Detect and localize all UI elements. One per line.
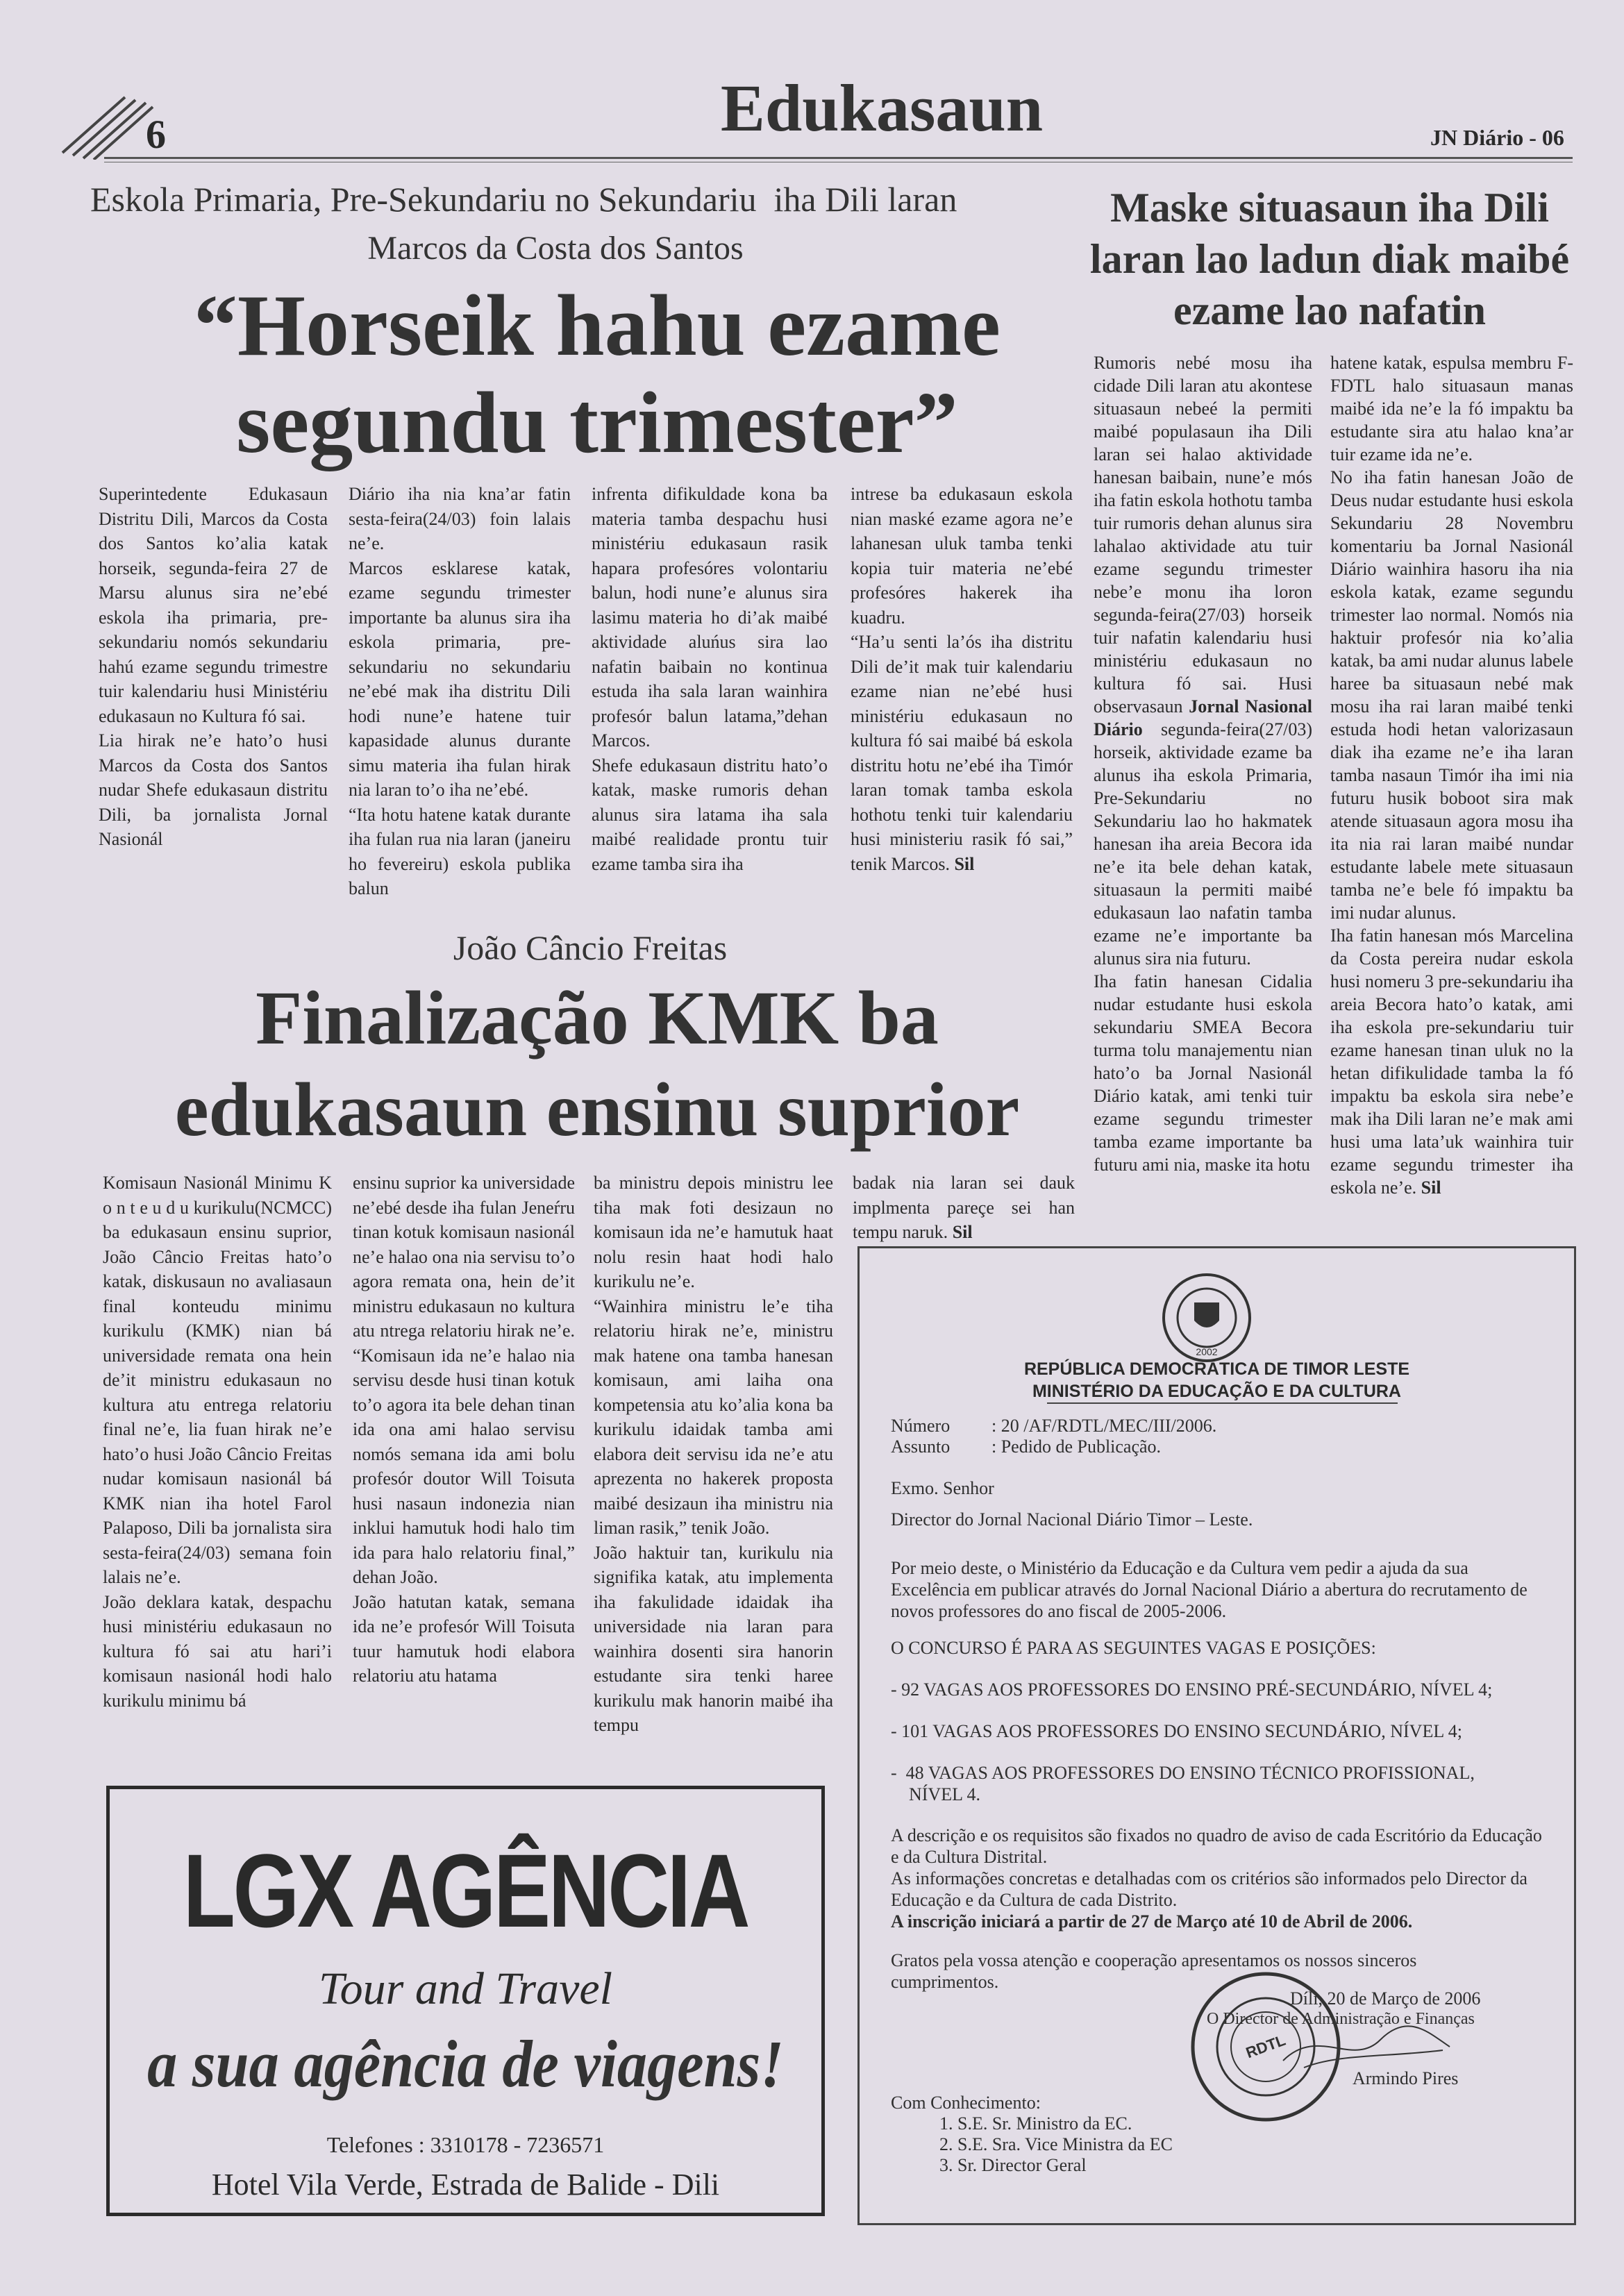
travel-ad-box (106, 1786, 825, 2216)
letter-ministry: MINISTÉRIO DA EDUCAÇÃO E DA CULTURA (1032, 1382, 1401, 1401)
cc-item-1: 1. S.E. Sr. Ministro da EC. (939, 2113, 1132, 2134)
assunto-value: : Pedido de Publicação. (991, 1436, 1162, 1457)
article3-column-1 (1094, 351, 1312, 1176)
page-corner-stripes (56, 83, 160, 160)
cc-item-2: 2. S.E. Sra. Vice Ministra da EC (939, 2134, 1173, 2154)
article2-column-2: ensinu suprior ka universidade ne’ebé desde iha fulan Jeneŕru tinan kotuk komisaun nasionál ne’e halao ona nia servisu to’o agora remata ona, hein de’it ministru edukasaun no kultura atu ntrega relatoriu hirak ne’e. “Komisaun ida ne’e halao nia servisu desde husi tinan kotuk to’o agora ita bele dehan tinan ida ona ami halao servisu nomós semana ida ami bolu profesór doutor Will Toisuta husi nasaun indonezia nian inklui hamutuk hodi halo tim ida para halo relatoriu final,” dehan João. João hatutan katak, semana ida ne’e profesór Will Toisuta tuur hamutuk hodi elabora relatoriu atu hatama (353, 1173, 575, 1686)
letter-recipient: Director do Jornal Nacional Diário Timor – Leste. (891, 1509, 1253, 1530)
official-stamp-icon (1186, 1967, 1346, 2127)
article2-signoff: Sil (952, 1222, 973, 1242)
article2-col4-text: badak nia laran sei dauk implmenta pareçe sei han tempu naruk. (853, 1173, 1075, 1242)
article1-signoff: Sil (954, 853, 975, 874)
article2-headline: Finalização KMK ba edukasaun ensinu suprior (174, 975, 1020, 1152)
ad-agency-name: LGX AGÊNCIA (183, 1832, 748, 1949)
ad-tagline: Tour and Travel (318, 1963, 612, 2014)
page-header (49, 69, 1576, 167)
article1-column-3: infrenta difikuldade kona ba materia tamba despachu husi ministériu edukasaun rasik hapara profesóres volontariu balun, hodi nune’e alunus sira lasimu materia ho di’ak maibé aktividade aluńus sira lao nafatin baibain no kontinua estuda iha sala laran wainhira profesór balun latama,”dehan Marcos. Shefe edukasaun distritu hato’o katak, maske rumoris dehan alunus sira latama iha sala maibé realidade prontu tuir ezame tamba sira iha (592, 484, 828, 874)
concurso-title: O CONCURSO É PARA AS SEGUINTES VAGAS E POSIÇÕES: (891, 1638, 1376, 1658)
letter-inscricao: A inscrição iniciará a partir de 27 de Março até 10 de Abril de 2006. (891, 1911, 1413, 1932)
article1-column-4 (851, 482, 1073, 876)
vaga-1: - 92 VAGAS AOS PROFESSORES DO ENSINO PRÉ-SECUNDÁRIO, NÍVEL 4; (891, 1679, 1493, 1700)
paper-issue: JN Diário - 06 (1430, 125, 1564, 150)
letter-republic: REPÚBLICA DEMOCRÁTICA DE TIMOR LESTE (1023, 1359, 1410, 1379)
article1-kicker: Eskola Primaria, Pre-Sekundariu no Sekundariu iha Dili laran (90, 180, 957, 219)
article1-headline: “Horseik hahu ezame segundu trimester” (194, 278, 1001, 471)
letter-salutation: Exmo. Senhor (891, 1478, 994, 1498)
article3-col1-text: Rumoris nebé mosu iha cidade Dili laran atu akontese situasaun nebeé la permiti maibé populasaun iha Dili laran sei halao aktividade hanesan baibain, nune’e mós iha fatin eskola hothotu tamba tuir rumoris dehan alunus sira lahalao aktividade atu tuir ezame segundu trimester nebe’e monu iha loron segunda-feira(27/03) horseik tuir nafatin kalendariu husi ministériu edukasaun no kultura fó sai. Husi observasaun (1094, 353, 1312, 717)
letter-ministry-rule (1047, 1402, 1398, 1404)
page-number: 6 (146, 112, 166, 157)
cc-title: Com Conhecimento: (891, 2093, 1041, 2113)
article1-column-1: Superintedente Edukasaun Distritu Dili, Marcos da Costa dos Santos ko’alia katak horseik, segunda-feira 27 de Marsu alunus sira ne’ebé eskola iha primaria, pre-sekundariu nomós sekundariu hahú ezame segundu trimestre tuir kalendariu husi Ministériu edukasaun no Kultura fó sai. Lia hirak ne’e hato’o husi Marcos da Costa dos Santos nudar Shefe edukasaun distritu Dili, ba jornalista Jornal Nasionál (99, 484, 328, 849)
official-letter (857, 1246, 1576, 2225)
stamp-inner-text: RDTL (1243, 2031, 1288, 2062)
article1-column-2: Diário iha nia kna’ar fatin sesta-feira(24/03) foin lalais ne’e. Marcos esklarese katak, ezame segundu trimester importante ba alunus sira iha eskola primaria, pre-sekundariu no sekundariu ne’ebé mak iha distritu Dili hodi nune’e hatene tuir kapasidade alunus durante simu materia iha fulan hirak nia laran to’o iha ne’ebé. “Ita hotu hatene katak durante iha fulan rua nia laran (janeiru ho fevereiru) eskola publika balun (349, 484, 571, 898)
numero-label: Número (891, 1416, 951, 1436)
article1-byline: Marcos da Costa dos Santos (367, 230, 744, 267)
article3-column-2 (1330, 351, 1573, 1199)
ad-slogan: a sua agência de viagens! (147, 2027, 784, 2101)
ad-phones: Telefones : 3310178 - 7236571 (326, 2132, 605, 2157)
article2-column-3: ba ministru depois ministru lee tiha mak foti desizaun no komisaun ida ne’e hamutuk haat nolu resin haat hodi halo kurikulu ne’e. “Wainhira ministru le’e tiha relatoriu hirak ne’e, ministru mak hatene ona tamba hanesan komisaun, ami laiha ona kompetensia atu ko’alia kona ba kurikulu idaidak tamba ami elabora deit servisu ida ne’e atu aprezenta no hakerek proposta maibé desizaun iha ministru nia liman rasik,” tenik João. João haktuir tan, kurikulu nia signifika katak, atu implementa iha fakulidade idaidak iha universidade nia laran para wainhira dosenti sira hanorin estudante sira tenki haree kurikulu mak hanorin maibé iha tempu (594, 1173, 833, 1735)
letter-closing: Gratos pela vossa atenção e cooperação apresentamos os nossos sinceros cumprimentos. (891, 1950, 1417, 1992)
header-rule (104, 157, 1573, 159)
letter-body1: Por meio deste, o Ministério da Educação e da Cultura vem pedir a ajuda da sua Excelência em publicar através do Jornal Nacional Diário a abertura do recrutamento de novos professores do ano fiscal de 2005-2006. (891, 1558, 1527, 1621)
article1-col4-text: intrese ba edukasaun eskola nian maské ezame agora ne’e lahanesan uluk tamba tenki kopia tuir materia ne’ebé profesóres hakerek iha kuadru. “Ha’u senti la’ós iha distritu Dili de’it mak tuir kalendariu ezame nian ne’ebé husi ministériu edukasaun no kultura fó sai maibé bá eskola distritu hotu ne’ebé iha Timór laran tomak tamba eskola hothotu tenki tuir kalendariu husi ministeriu rasik fó sai,” tenik Marcos. (851, 484, 1073, 874)
section-title: Edukasaun (720, 71, 1044, 145)
article3-headline: Maske situasaun iha Dili laran lao ladun diak maibé ezame lao nafatin (1089, 185, 1570, 333)
article3-col1-rest: segunda-feira(27/03) horseik, aktividade ezame ba alunus iha eskola Primaria, Pre-Sekundariu no Sekundariu lao ho hakmatek hanesan iha areia Becora ida ne’e ita bele dehan katak, situasaun la permiti maibé edukasaun lao nafatin tamba ezame ne’e importante ba alunus sira nia futuru. Iha fatin hanesan Cidalia nudar estudante husi eskola sekundariu SMEA Becora turma tolu manajementu nian hato’o ba Jornal Nasionál Diário katak, ami tenki tuir ezame segundu trimester tamba ezame importante ba futuru ami nia, maske ita hotu (1094, 719, 1312, 1175)
signer-name: Armindo Pires (1353, 2068, 1459, 2088)
article2-byline: João Câncio Freitas (453, 928, 728, 967)
numero-value: : 20 /AF/RDTL/MEC/III/2006. (991, 1416, 1217, 1436)
letter-body2 (891, 1825, 1550, 1932)
vaga-2: - 101 VAGAS AOS PROFESSORES DO ENSINO SECUNDÁRIO, NÍVEL 4; (891, 1721, 1462, 1741)
vaga-3: - 48 VAGAS AOS PROFESSORES DO ENSINO TÉCNICO PROFISSIONAL, NÍVEL 4. (891, 1763, 1475, 1804)
article3-signoff: Sil (1421, 1178, 1441, 1198)
seal-year: 2002 (1196, 1346, 1218, 1357)
article2-column-1: Komisaun Nasionál Minimu K o n t e u d u kurikulu(NCMCC) ba edukasaun ensinu suprior, João Câncio Freitas hato’o katak, diskusaun no avaliasaun final konteudu minimu kurikulu (KMK) nian bá universidade remata ona hein de’it ministru edukasaun no kultura atu entrega relatoriu final ne’e, lia fuan hirak ne’e hato’o husi João Câncio Freitas nudar komisaun nasionál bá KMK nian iha hotel Farol Palaposo, Dili ba jornalista sira sesta-feira(24/03) semana foin lalais ne’e. João deklara katak, despachu husi ministériu edukasaun no kultura fó sai atu hari’i komisaun nasionál hodi halo kurikulu minimu bá (103, 1173, 332, 1711)
assunto-label: Assunto (891, 1436, 951, 1457)
letter-date: Díli, 20 de Março de 2006 (1290, 1988, 1481, 2009)
ministry-seal-icon (1158, 1269, 1255, 1366)
article2-column-4 (853, 1171, 1075, 1245)
article3-col2-text: hatene katak, espulsa membru F-FDTL halo situasaun manas maibé ida ne’e la fó impaktu ba estudante sira atu halao kna’ar tuir ezame ida ne’e. No iha fatin hanesan João de Deus nudar estudante husi eskola Sekundariu 28 Novembru komentariu ba Jornal Nasionál Diário wainhira hasoru iha nia eskola katak, ezame segundu trimester lao normal. Nomós nia haktuir profesór nia ko’alia katak, ba ami nudar alunus labele haree ba situasaun nebé mak mosu iha rai laran maibé tenki estuda hodi hetan valorizasaun diak iha ezame ne’e iha laran tamba nasaun Timór iha imi nia futuru husik boboot sira mak atende situasaun agora mosu iha ita nia rai laran maibé nundar estudante labele mete situasaun tamba ne’e bele fó impaktu ba imi nudar alunus. Iha fatin hanesan mós Marcelina da Costa pereira nudar eskola husi nomeru 3 pre-sekundariu iha areia Becora hato’o katak, ami iha eskola pre-sekundariu tuir ezame hanesan tinan uluk no la hetan difikulidade tamba la fó impaktu ba eskola sira nebe’e mak iha Dili laran ne’e mak ami husi uma lata’uk wainhira tuir ezame segundu trimester iha eskola ne’e. (1330, 353, 1573, 1198)
letter-body2-text: A descrição e os requisitos são fixados no quadro de aviso de cada Escritório da Educação e da Cultura Distrital. As informações concretas e detalhadas com os critérios são informados pelo Director da Educação e da Cultura de cada Distrito. (891, 1825, 1542, 1910)
cc-item-3: 3. Sr. Director Geral (939, 2155, 1087, 2175)
ad-address: Hotel Vila Verde, Estrada de Balide - Dili (211, 2168, 720, 2202)
signer-title: O Director de Administração e Finanças (1207, 2010, 1475, 2028)
article3-col1-bold: Jornal Nasional Diário (1094, 696, 1313, 739)
